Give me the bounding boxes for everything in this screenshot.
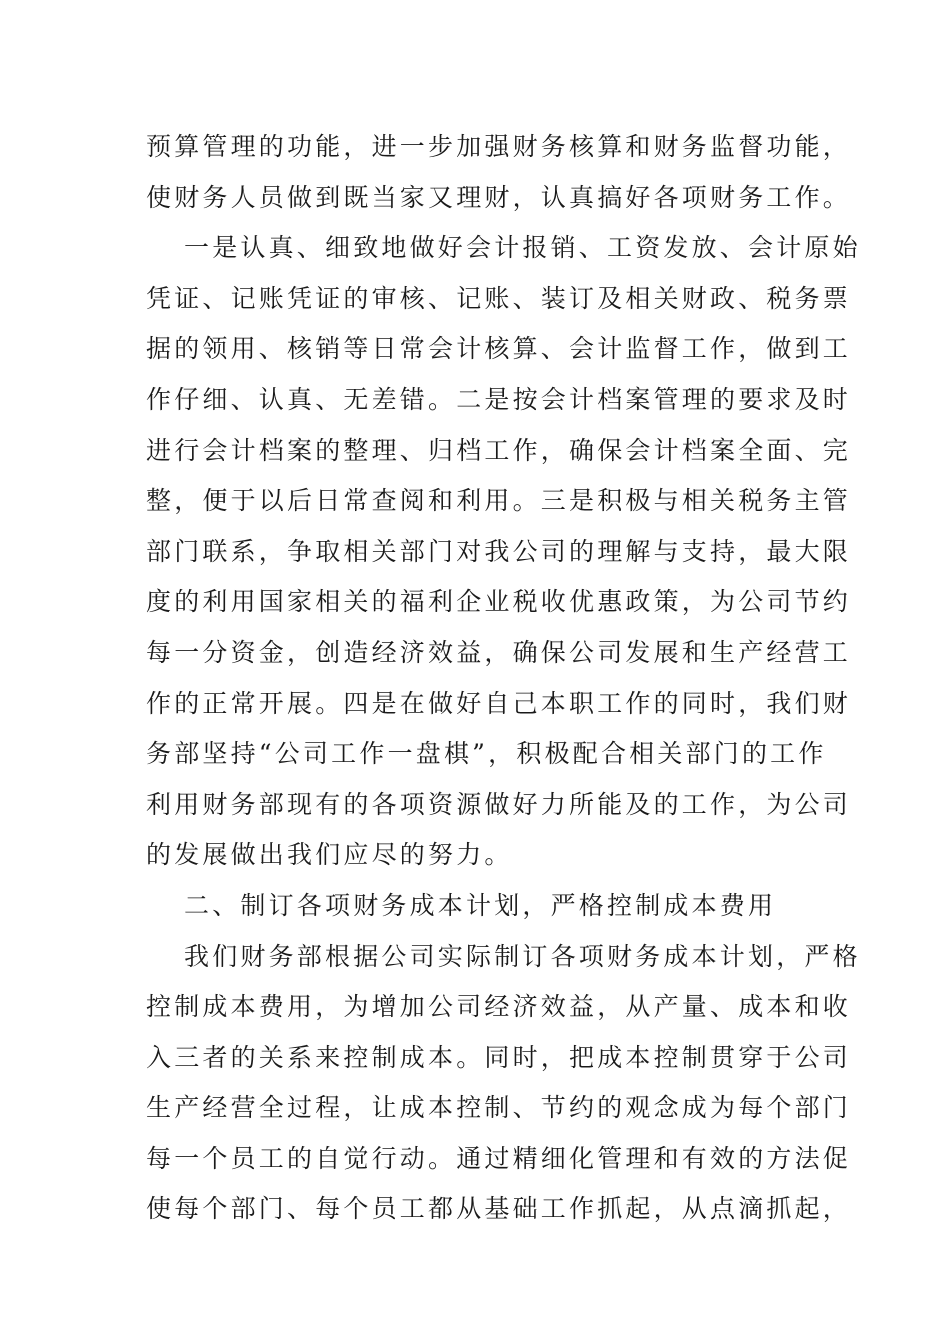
- text-line: 每一分资金，创造经济效益，确保公司发展和生产经营工: [146, 637, 852, 667]
- text-line: 部门联系，争取相关部门对我公司的理解与支持，最大限: [146, 536, 852, 566]
- text-line: 凭证、记账凭证的审核、记账、装订及相关财政、税务票: [146, 283, 852, 313]
- text-line: 入三者的关系来控制成本。同时，把成本控制贯穿于公司: [146, 1042, 852, 1072]
- text-line: 的发展做出我们应尽的努力。: [146, 840, 513, 870]
- text-line: 控制成本费用，为增加公司经济效益，从产量、成本和收: [146, 992, 852, 1022]
- text-line: 每一个员工的自觉行动。通过精细化管理和有效的方法促: [146, 1143, 852, 1173]
- text-line: 生产经营全过程，让成本控制、节约的观念成为每个部门: [146, 1093, 852, 1123]
- text-line: 整，便于以后日常查阅和利用。三是积极与相关税务主管: [146, 486, 852, 516]
- text-line: 务部坚持“公司工作一盘棋”，积极配合相关部门的工作: [146, 739, 827, 769]
- text-line: 作仔细、认真、无差错。二是按会计档案管理的要求及时: [146, 384, 852, 414]
- text-line: 使每个部门、每个员工都从基础工作抓起，从点滴抓起，: [146, 1194, 852, 1224]
- text-line: 度的利用国家相关的福利企业税收优惠政策，为公司节约: [146, 587, 852, 617]
- text-line: 利用财务部现有的各项资源做好力所能及的工作，为公司: [146, 789, 852, 819]
- text-line: 作的正常开展。四是在做好自己本职工作的同时，我们财: [146, 688, 852, 718]
- text-line: 进行会计档案的整理、归档工作，确保会计档案全面、完: [146, 435, 852, 465]
- text-line: 一是认真、细致地做好会计报销、工资发放、会计原始: [184, 233, 861, 263]
- section-heading: 二、制订各项财务成本计划，严格控制成本费用: [184, 890, 777, 920]
- text-line: 使财务人员做到既当家又理财，认真搞好各项财务工作。: [146, 182, 852, 212]
- document-body: [146, 122, 861, 1235]
- text-line: 据的领用、核销等日常会计核算、会计监督工作，做到工: [146, 334, 852, 364]
- text-line: 预算管理的功能，进一步加强财务核算和财务监督功能，: [146, 132, 852, 161]
- text-line: 我们财务部根据公司实际制订各项财务成本计划，严格: [184, 941, 861, 971]
